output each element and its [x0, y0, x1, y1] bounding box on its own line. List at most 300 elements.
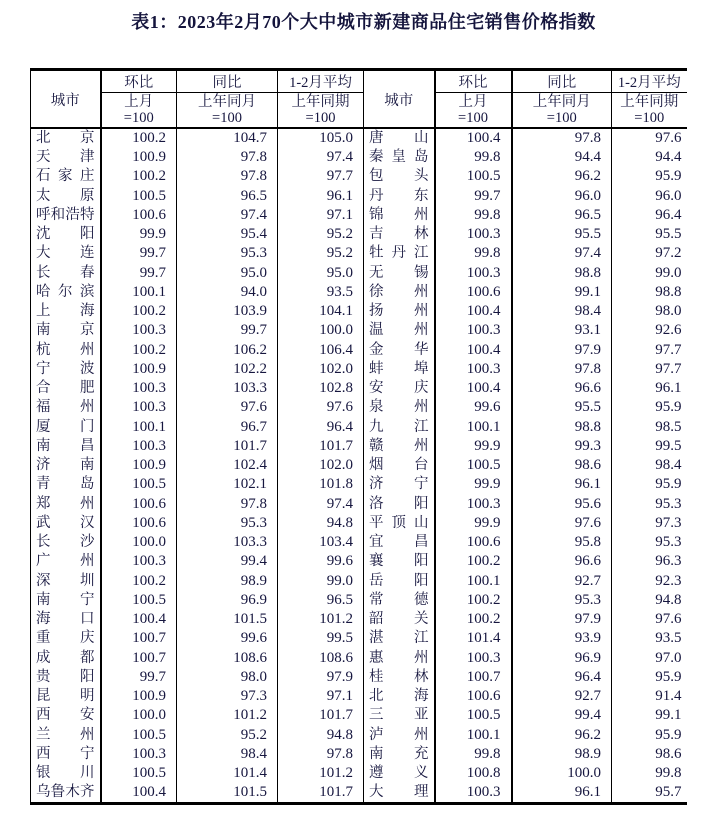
table-row — [31, 456, 687, 475]
city-cell-right: 平顶山 — [364, 514, 435, 533]
mom-cell-left: 100.2 — [101, 302, 177, 321]
city-cell-right: 牡丹江 — [364, 244, 435, 263]
yoy-cell-left: 102.2 — [177, 360, 278, 379]
yoy-cell-right: 92.7 — [512, 572, 612, 591]
yoy-cell-left: 97.3 — [177, 687, 278, 706]
yoy-cell-left: 96.7 — [177, 418, 278, 437]
yoy-cell-left: 95.3 — [177, 244, 278, 263]
header-yoy-right: 同比 — [512, 70, 612, 93]
avg-cell-left: 101.2 — [278, 610, 364, 629]
city-cell-left: 郑州 — [31, 495, 101, 514]
city-cell-right: 宜昌 — [364, 533, 435, 552]
avg-cell-left: 97.9 — [278, 668, 364, 687]
city-cell-left: 武汉 — [31, 514, 101, 533]
table-row — [31, 764, 687, 783]
avg-cell-right: 95.7 — [655, 784, 682, 801]
table-row — [31, 668, 687, 687]
table-row — [31, 610, 687, 629]
mom-cell-left: 100.3 — [101, 379, 177, 398]
city-cell-right: 泸州 — [364, 726, 435, 745]
mom-cell-left: 100.0 — [101, 533, 177, 552]
mom-cell-right: 100.5 — [435, 167, 512, 186]
mom-cell-right: 100.8 — [435, 764, 512, 783]
header-avg-right: 1-2月平均 — [612, 70, 687, 93]
mom-cell-left: 99.7 — [101, 668, 177, 687]
avg-cell-right: 99.8 — [655, 765, 682, 782]
header-avg-base-left: 上年同期 =100 — [278, 93, 364, 129]
table-row — [31, 572, 687, 591]
yoy-cell-right: 98.6 — [512, 456, 612, 475]
avg-cell-left: 101.8 — [278, 475, 364, 494]
table-row — [31, 591, 687, 610]
header-avg-left: 1-2月平均 — [278, 70, 364, 93]
avg-cell-left: 96.5 — [278, 591, 364, 610]
avg-cell-right: 95.9 — [655, 168, 682, 185]
avg-cell-right: 97.6 — [655, 130, 682, 146]
avg-cell-right: 99.0 — [655, 264, 682, 281]
mom-cell-left: 100.7 — [101, 629, 177, 648]
yoy-cell-left: 95.0 — [177, 264, 278, 283]
yoy-cell-left: 99.4 — [177, 552, 278, 571]
avg-cell-left: 102.0 — [278, 360, 364, 379]
avg-cell-left: 97.1 — [278, 687, 364, 706]
mom-cell-left: 100.4 — [101, 610, 177, 629]
city-cell-right: 九江 — [364, 418, 435, 437]
avg-cell-left: 96.4 — [278, 418, 364, 437]
avg-cell-right: 98.8 — [655, 283, 682, 300]
yoy-cell-left: 104.7 — [177, 128, 278, 148]
yoy-cell-right: 99.3 — [512, 437, 612, 456]
avg-cell-left: 95.2 — [278, 244, 364, 263]
avg-cell-right: 95.9 — [655, 726, 682, 743]
header-mom-base-right: 上月 =100 — [435, 93, 512, 129]
avg-cell-right: 98.0 — [655, 303, 682, 320]
yoy-cell-left: 96.5 — [177, 187, 278, 206]
yoy-cell-left: 101.2 — [177, 706, 278, 725]
city-cell-right: 徐州 — [364, 283, 435, 302]
yoy-cell-left: 101.4 — [177, 764, 278, 783]
city-cell-left: 石家庄 — [31, 167, 101, 186]
city-cell-left: 深圳 — [31, 572, 101, 591]
yoy-cell-left: 99.7 — [177, 321, 278, 340]
table-body — [31, 128, 687, 804]
avg-cell-right: 92.6 — [655, 322, 682, 339]
mom-cell-left: 100.9 — [101, 148, 177, 167]
city-cell-left: 济南 — [31, 456, 101, 475]
avg-cell-left: 95.0 — [278, 264, 364, 283]
yoy-cell-right: 99.1 — [512, 283, 612, 302]
avg-cell-right: 97.6 — [655, 611, 682, 628]
avg-cell-right: 96.1 — [655, 380, 682, 397]
header-avg-base-right: 上年同期 =100 — [612, 93, 687, 129]
header-mom-base-left: 上月 =100 — [101, 93, 177, 129]
mom-cell-left: 100.9 — [101, 360, 177, 379]
mom-cell-left: 100.9 — [101, 687, 177, 706]
yoy-cell-left: 95.2 — [177, 726, 278, 745]
table-row — [31, 726, 687, 745]
mom-cell-right: 100.1 — [435, 726, 512, 745]
table-row — [31, 783, 687, 804]
mom-cell-left: 100.5 — [101, 726, 177, 745]
yoy-cell-right: 95.6 — [512, 495, 612, 514]
table-header — [31, 70, 687, 129]
yoy-cell-right: 96.6 — [512, 552, 612, 571]
city-cell-right: 包头 — [364, 167, 435, 186]
yoy-cell-right: 95.5 — [512, 225, 612, 244]
city-cell-right: 唐山 — [364, 128, 435, 148]
yoy-cell-right: 98.8 — [512, 264, 612, 283]
avg-cell-right: 99.1 — [655, 707, 682, 724]
avg-cell-left: 101.7 — [278, 437, 364, 456]
mom-cell-right: 99.8 — [435, 244, 512, 263]
avg-cell-left: 96.1 — [278, 187, 364, 206]
header-city-right: 城市 — [364, 70, 435, 129]
city-cell-left: 西安 — [31, 706, 101, 725]
city-cell-right: 济宁 — [364, 475, 435, 494]
mom-cell-left: 100.5 — [101, 764, 177, 783]
mom-cell-left: 100.4 — [101, 783, 177, 804]
city-cell-left: 太原 — [31, 187, 101, 206]
mom-cell-right: 100.6 — [435, 687, 512, 706]
table-row — [31, 206, 687, 225]
avg-cell-left: 102.8 — [278, 379, 364, 398]
header-yoy-base-left: 上年同月 =100 — [177, 93, 278, 129]
yoy-cell-right: 93.9 — [512, 629, 612, 648]
city-cell-left: 大连 — [31, 244, 101, 263]
yoy-cell-right: 95.8 — [512, 533, 612, 552]
avg-cell-right: 96.3 — [655, 553, 682, 570]
city-cell-right: 锦州 — [364, 206, 435, 225]
table-row — [31, 148, 687, 167]
table-row — [31, 475, 687, 494]
city-cell-right: 烟台 — [364, 456, 435, 475]
city-cell-left: 贵阳 — [31, 668, 101, 687]
yoy-cell-right: 99.4 — [512, 706, 612, 725]
yoy-cell-left: 103.3 — [177, 533, 278, 552]
city-cell-left: 兰州 — [31, 726, 101, 745]
city-cell-left: 南昌 — [31, 437, 101, 456]
mom-cell-left: 100.6 — [101, 514, 177, 533]
mom-cell-left: 100.7 — [101, 649, 177, 668]
city-cell-left: 杭州 — [31, 341, 101, 360]
city-cell-left: 上海 — [31, 302, 101, 321]
avg-cell-left: 108.6 — [278, 649, 364, 668]
mom-cell-right: 100.3 — [435, 360, 512, 379]
city-cell-right: 大理 — [364, 783, 435, 804]
yoy-cell-right: 95.5 — [512, 398, 612, 417]
mom-cell-right: 99.9 — [435, 437, 512, 456]
city-cell-left: 南宁 — [31, 591, 101, 610]
mom-cell-right: 99.6 — [435, 398, 512, 417]
yoy-cell-right: 97.6 — [512, 514, 612, 533]
yoy-cell-right: 96.9 — [512, 649, 612, 668]
city-cell-right: 三亚 — [364, 706, 435, 725]
avg-cell-right: 96.0 — [655, 187, 682, 204]
avg-cell-left: 97.4 — [278, 148, 364, 167]
yoy-cell-left: 97.8 — [177, 167, 278, 186]
city-cell-left: 长沙 — [31, 533, 101, 552]
yoy-cell-left: 96.9 — [177, 591, 278, 610]
table-row — [31, 244, 687, 263]
yoy-cell-left: 98.9 — [177, 572, 278, 591]
yoy-cell-right: 95.3 — [512, 591, 612, 610]
city-cell-right: 秦皇岛 — [364, 148, 435, 167]
yoy-cell-left: 101.5 — [177, 783, 278, 804]
avg-cell-right: 97.2 — [655, 245, 682, 262]
yoy-cell-right: 94.4 — [512, 148, 612, 167]
avg-cell-right: 91.4 — [655, 688, 682, 705]
mom-cell-left: 99.7 — [101, 264, 177, 283]
mom-cell-right: 99.7 — [435, 187, 512, 206]
city-cell-right: 金华 — [364, 341, 435, 360]
mom-cell-right: 100.3 — [435, 225, 512, 244]
yoy-cell-left: 101.5 — [177, 610, 278, 629]
avg-cell-left: 97.8 — [278, 745, 364, 764]
avg-cell-left: 93.5 — [278, 283, 364, 302]
table-row — [31, 379, 687, 398]
city-cell-left: 北京 — [31, 128, 101, 148]
avg-cell-right: 95.9 — [655, 668, 682, 685]
yoy-cell-left: 108.6 — [177, 649, 278, 668]
city-cell-right: 南充 — [364, 745, 435, 764]
mom-cell-left: 100.3 — [101, 552, 177, 571]
city-cell-left: 西宁 — [31, 745, 101, 764]
yoy-cell-left: 103.9 — [177, 302, 278, 321]
mom-cell-left: 99.9 — [101, 225, 177, 244]
avg-cell-right: 97.3 — [655, 514, 682, 531]
yoy-cell-left: 95.3 — [177, 514, 278, 533]
avg-cell-right: 95.3 — [655, 495, 682, 512]
avg-cell-left: 99.5 — [278, 629, 364, 648]
city-cell-right: 温州 — [364, 321, 435, 340]
table-row — [31, 225, 687, 244]
mom-cell-right: 99.9 — [435, 475, 512, 494]
city-cell-right: 无锡 — [364, 264, 435, 283]
city-cell-left: 哈尔滨 — [31, 283, 101, 302]
mom-cell-left: 100.5 — [101, 187, 177, 206]
avg-cell-right: 95.5 — [655, 226, 682, 243]
table-row — [31, 321, 687, 340]
city-cell-left: 长春 — [31, 264, 101, 283]
table-row — [31, 341, 687, 360]
mom-cell-right: 99.8 — [435, 745, 512, 764]
yoy-cell-left: 106.2 — [177, 341, 278, 360]
mom-cell-left: 100.3 — [101, 437, 177, 456]
yoy-cell-right: 96.1 — [512, 783, 612, 804]
yoy-cell-left: 94.0 — [177, 283, 278, 302]
mom-cell-right: 100.4 — [435, 379, 512, 398]
city-cell-left: 银川 — [31, 764, 101, 783]
avg-cell-right: 98.4 — [655, 457, 682, 474]
mom-cell-left: 100.1 — [101, 418, 177, 437]
city-cell-right: 赣州 — [364, 437, 435, 456]
mom-cell-right: 100.5 — [435, 706, 512, 725]
table-row — [31, 533, 687, 552]
mom-cell-left: 100.3 — [101, 745, 177, 764]
avg-cell-left: 94.8 — [278, 514, 364, 533]
yoy-cell-right: 98.9 — [512, 745, 612, 764]
header-yoy-left: 同比 — [177, 70, 278, 93]
table-row — [31, 264, 687, 283]
avg-cell-left: 101.7 — [278, 783, 364, 804]
header-mom-right: 环比 — [435, 70, 512, 93]
mom-cell-left: 100.3 — [101, 321, 177, 340]
table-row — [31, 552, 687, 571]
table-row — [31, 167, 687, 186]
mom-cell-left: 100.6 — [101, 206, 177, 225]
city-cell-right: 丹东 — [364, 187, 435, 206]
table-row — [31, 514, 687, 533]
yoy-cell-right: 96.4 — [512, 668, 612, 687]
city-cell-left: 南京 — [31, 321, 101, 340]
table-row — [31, 128, 687, 148]
yoy-cell-left: 103.3 — [177, 379, 278, 398]
city-cell-right: 吉林 — [364, 225, 435, 244]
yoy-cell-right: 97.8 — [512, 128, 612, 148]
table-row — [31, 283, 687, 302]
yoy-cell-left: 97.8 — [177, 495, 278, 514]
city-cell-left: 青岛 — [31, 475, 101, 494]
city-cell-right: 泉州 — [364, 398, 435, 417]
header-mom-left: 环比 — [101, 70, 177, 93]
avg-cell-right: 96.4 — [655, 206, 682, 223]
mom-cell-right: 99.8 — [435, 206, 512, 225]
yoy-cell-right: 97.9 — [512, 341, 612, 360]
city-cell-left: 福州 — [31, 398, 101, 417]
yoy-cell-right: 100.0 — [512, 764, 612, 783]
mom-cell-right: 99.8 — [435, 148, 512, 167]
avg-cell-right: 97.7 — [655, 360, 682, 377]
city-cell-right: 蚌埠 — [364, 360, 435, 379]
avg-cell-right: 98.6 — [655, 745, 682, 762]
avg-cell-left: 101.2 — [278, 764, 364, 783]
avg-cell-left: 94.8 — [278, 726, 364, 745]
yoy-cell-left: 102.4 — [177, 456, 278, 475]
mom-cell-right: 100.1 — [435, 572, 512, 591]
mom-cell-right: 100.4 — [435, 128, 512, 148]
city-cell-left: 乌鲁木齐 — [31, 783, 101, 804]
city-cell-right: 岳阳 — [364, 572, 435, 591]
mom-cell-right: 99.9 — [435, 514, 512, 533]
city-cell-left: 海口 — [31, 610, 101, 629]
avg-cell-right: 97.0 — [655, 649, 682, 666]
mom-cell-right: 100.3 — [435, 264, 512, 283]
table-row — [31, 687, 687, 706]
mom-cell-left: 100.6 — [101, 495, 177, 514]
avg-cell-left: 101.7 — [278, 706, 364, 725]
mom-cell-right: 100.2 — [435, 610, 512, 629]
header-city-left: 城市 — [31, 70, 101, 129]
city-cell-right: 扬州 — [364, 302, 435, 321]
mom-cell-right: 100.3 — [435, 783, 512, 804]
mom-cell-left: 100.5 — [101, 591, 177, 610]
mom-cell-right: 101.4 — [435, 629, 512, 648]
avg-cell-left: 99.6 — [278, 552, 364, 571]
mom-cell-right: 100.6 — [435, 533, 512, 552]
mom-cell-right: 100.4 — [435, 341, 512, 360]
yoy-cell-right: 97.8 — [512, 360, 612, 379]
city-cell-right: 遵义 — [364, 764, 435, 783]
yoy-cell-left: 95.4 — [177, 225, 278, 244]
mom-cell-left: 100.2 — [101, 167, 177, 186]
yoy-cell-left: 97.6 — [177, 398, 278, 417]
avg-cell-left: 97.7 — [278, 167, 364, 186]
mom-cell-left: 100.0 — [101, 706, 177, 725]
table-row — [31, 398, 687, 417]
table-row — [31, 302, 687, 321]
avg-cell-left: 103.4 — [278, 533, 364, 552]
yoy-cell-left: 99.6 — [177, 629, 278, 648]
avg-cell-left: 105.0 — [278, 128, 364, 148]
city-cell-left: 天津 — [31, 148, 101, 167]
city-cell-right: 北海 — [364, 687, 435, 706]
mom-cell-left: 100.9 — [101, 456, 177, 475]
city-cell-right: 桂林 — [364, 668, 435, 687]
avg-cell-left: 100.0 — [278, 321, 364, 340]
yoy-cell-right: 93.1 — [512, 321, 612, 340]
yoy-cell-right: 96.2 — [512, 726, 612, 745]
avg-cell-right: 95.3 — [655, 534, 682, 551]
city-cell-right: 常德 — [364, 591, 435, 610]
city-cell-right: 湛江 — [364, 629, 435, 648]
city-cell-right: 襄阳 — [364, 552, 435, 571]
yoy-cell-right: 96.6 — [512, 379, 612, 398]
city-cell-left: 广州 — [31, 552, 101, 571]
city-cell-left: 宁波 — [31, 360, 101, 379]
city-cell-left: 重庆 — [31, 629, 101, 648]
yoy-cell-right: 96.5 — [512, 206, 612, 225]
avg-cell-right: 97.7 — [655, 341, 682, 358]
city-cell-right: 洛阳 — [364, 495, 435, 514]
avg-cell-right: 95.9 — [655, 476, 682, 493]
avg-cell-right: 98.5 — [655, 418, 682, 435]
avg-cell-right: 99.5 — [655, 437, 682, 454]
avg-cell-left: 104.1 — [278, 302, 364, 321]
avg-cell-left: 95.2 — [278, 225, 364, 244]
yoy-cell-right: 98.8 — [512, 418, 612, 437]
avg-cell-left: 97.6 — [278, 398, 364, 417]
yoy-cell-right: 96.1 — [512, 475, 612, 494]
city-cell-left: 厦门 — [31, 418, 101, 437]
mom-cell-left: 100.2 — [101, 128, 177, 148]
yoy-cell-right: 96.2 — [512, 167, 612, 186]
avg-cell-right: 94.4 — [655, 149, 682, 166]
avg-cell-right: 92.3 — [655, 572, 682, 589]
avg-cell-left: 99.0 — [278, 572, 364, 591]
avg-cell-left: 97.1 — [278, 206, 364, 225]
mom-cell-right: 100.3 — [435, 321, 512, 340]
yoy-cell-left: 101.7 — [177, 437, 278, 456]
price-index-table — [30, 68, 687, 805]
mom-cell-left: 100.5 — [101, 475, 177, 494]
table-row — [31, 187, 687, 206]
yoy-cell-left: 97.8 — [177, 148, 278, 167]
table-row — [31, 418, 687, 437]
mom-cell-left: 100.2 — [101, 341, 177, 360]
yoy-cell-left: 97.4 — [177, 206, 278, 225]
table-row — [31, 649, 687, 668]
table-row — [31, 360, 687, 379]
yoy-cell-right: 96.0 — [512, 187, 612, 206]
mom-cell-right: 100.2 — [435, 552, 512, 571]
yoy-cell-left: 98.4 — [177, 745, 278, 764]
mom-cell-right: 100.5 — [435, 456, 512, 475]
avg-cell-right: 93.5 — [655, 630, 682, 647]
table-row — [31, 495, 687, 514]
avg-cell-left: 102.0 — [278, 456, 364, 475]
yoy-cell-left: 98.0 — [177, 668, 278, 687]
mom-cell-right: 100.1 — [435, 418, 512, 437]
